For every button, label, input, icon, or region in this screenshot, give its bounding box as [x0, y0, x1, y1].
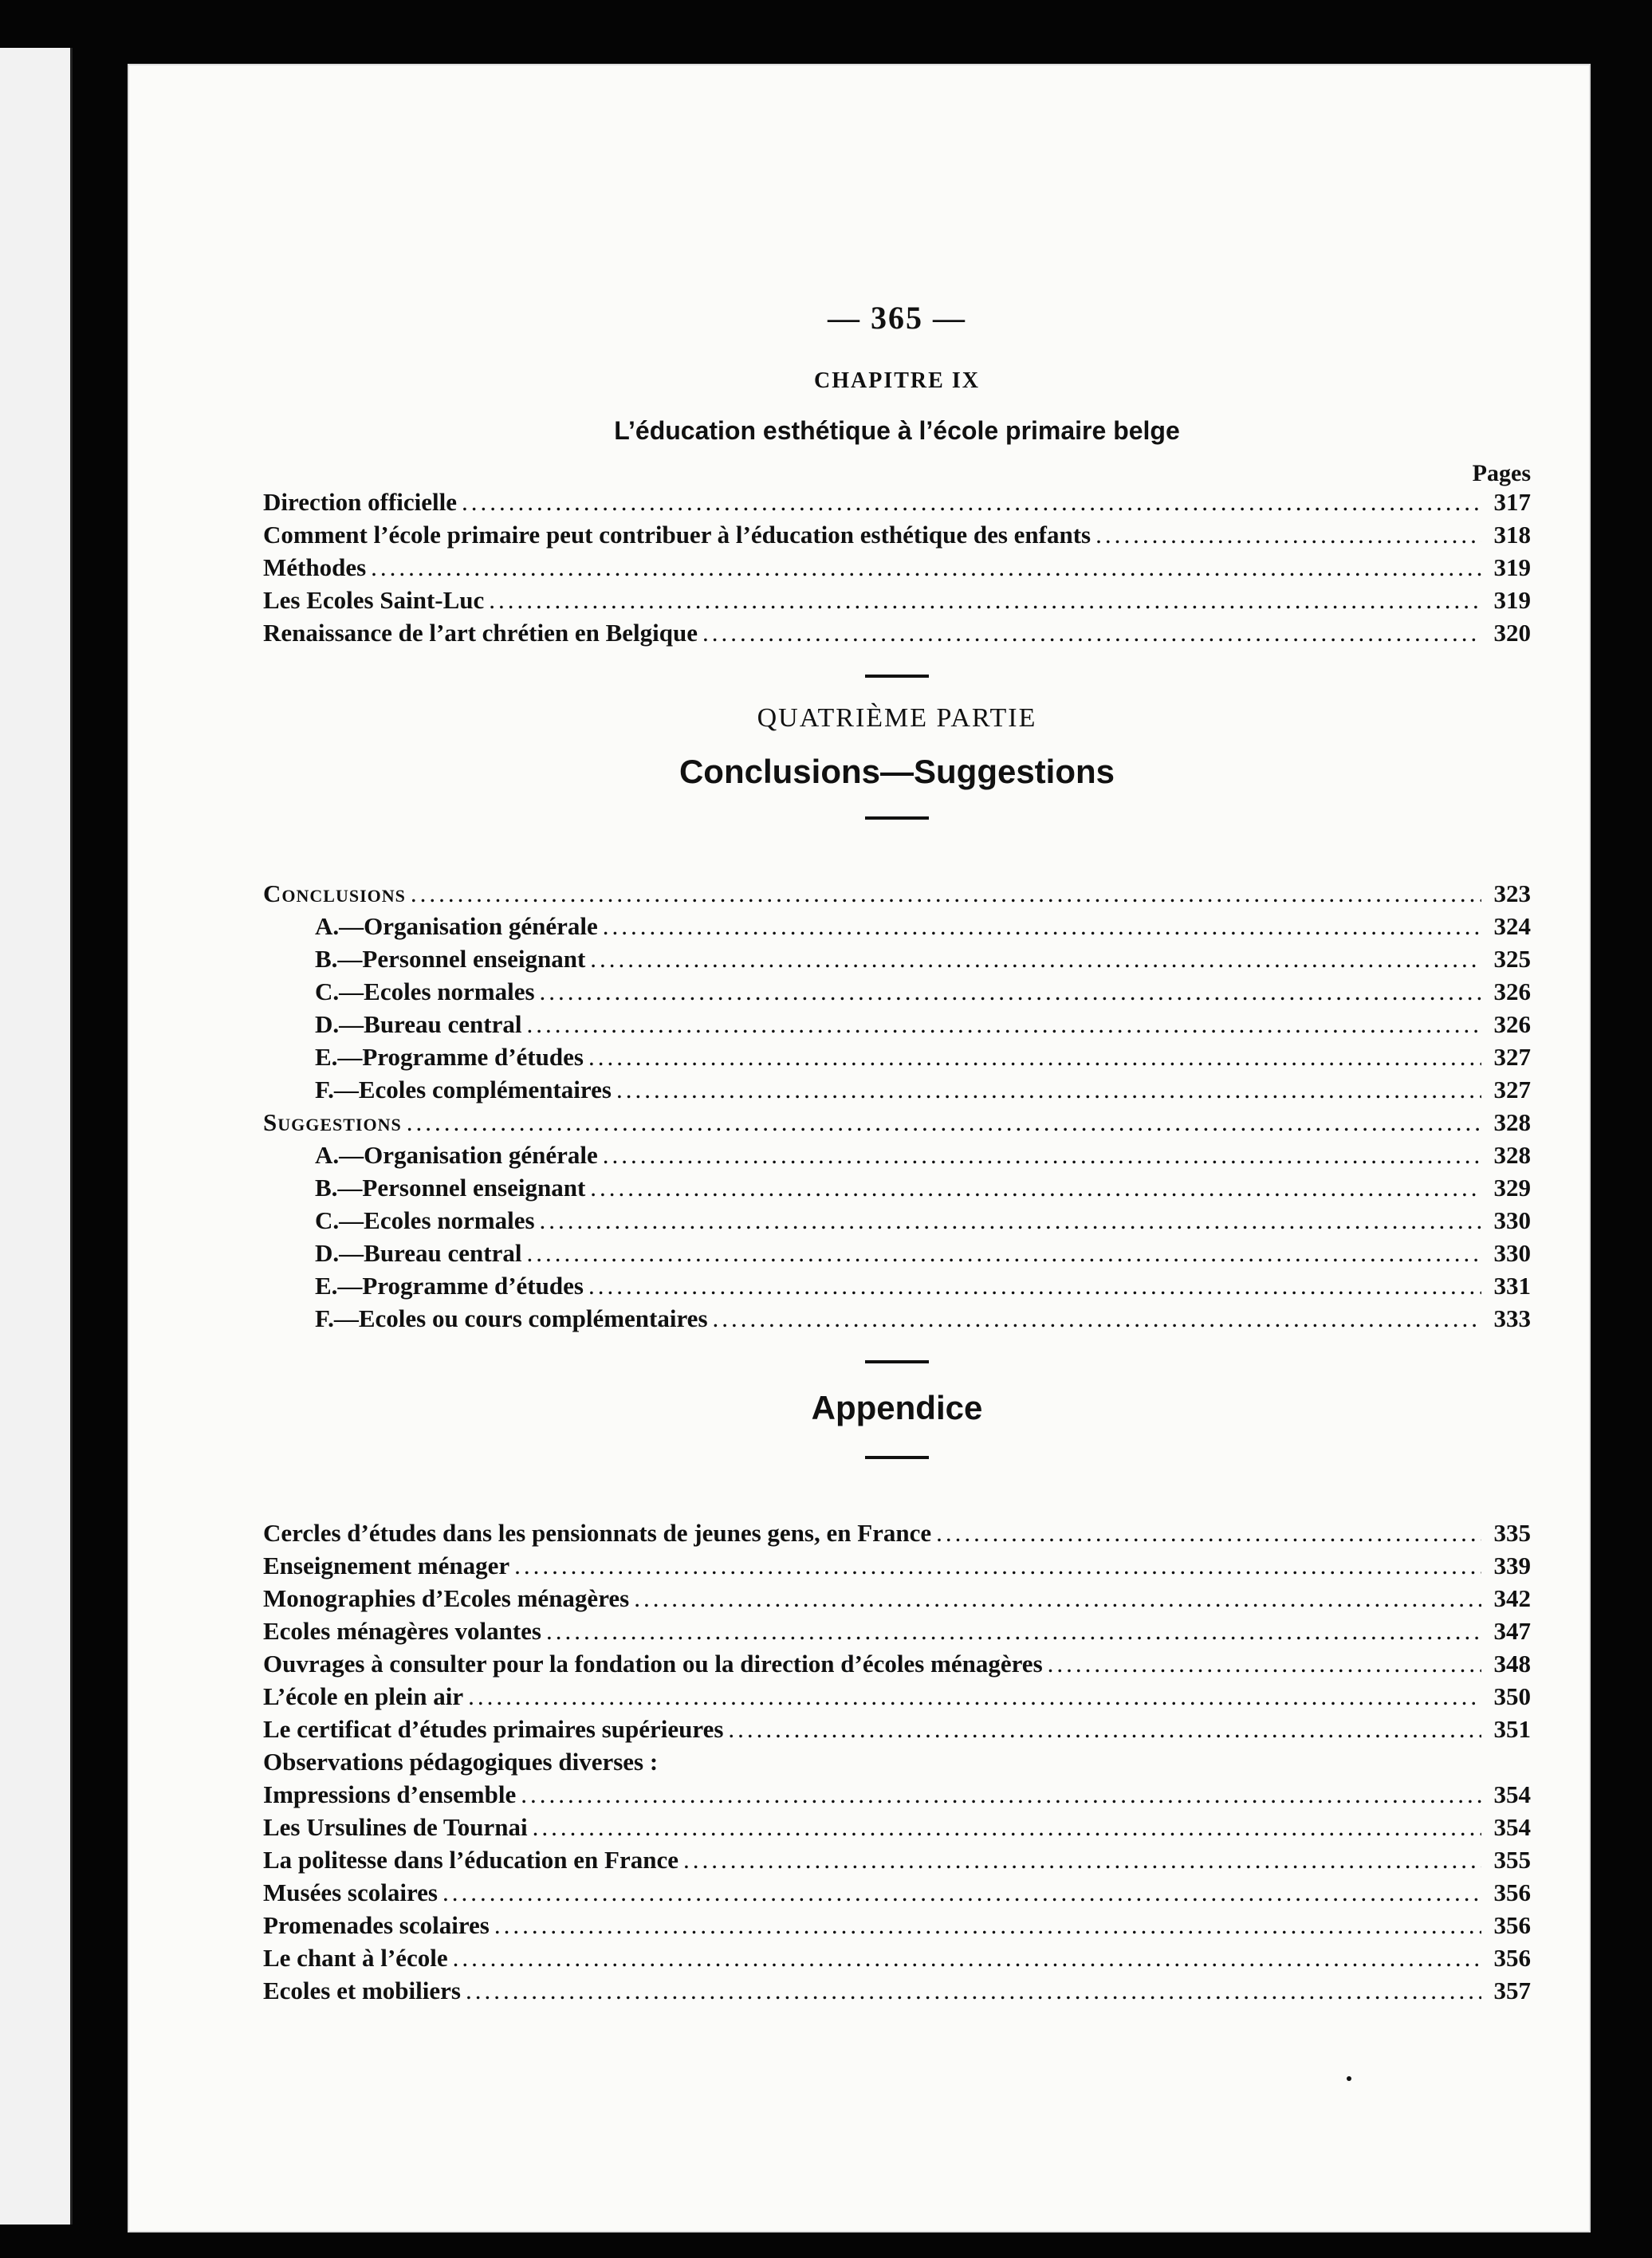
- dot-leader: [588, 1269, 1481, 1302]
- toc-entry: [263, 1237, 1531, 1269]
- toc-entry-label: Renaissance de l’art chrétien en Belgique: [263, 619, 698, 647]
- toc-entry: [263, 1811, 1531, 1843]
- dot-leader: [683, 1843, 1481, 1876]
- toc-entry-label: Observations pédagogiques diverses :: [263, 1748, 659, 1776]
- toc-entry-label: Les Ecoles Saint-Luc: [263, 586, 485, 614]
- dot-leader: [936, 1516, 1481, 1549]
- toc-entry-page: 347: [1493, 1617, 1531, 1645]
- toc-entry-page: 356: [1493, 1878, 1531, 1906]
- toc-entry-page: 319: [1493, 553, 1531, 581]
- dot-leader: [546, 1615, 1481, 1647]
- toc-entry-label: C.—Ecoles normales: [315, 978, 535, 1005]
- dot-leader: [489, 584, 1481, 616]
- toc-entry: [263, 1139, 1531, 1171]
- toc-entry: [263, 1974, 1531, 2007]
- dot-leader: [603, 1139, 1481, 1171]
- toc-entry-page: 339: [1493, 1552, 1531, 1579]
- toc-entry-page: 348: [1493, 1650, 1531, 1678]
- toc-entry: [263, 616, 1531, 649]
- chapter-toc-list: [263, 486, 1531, 649]
- toc-entry-page: 326: [1493, 978, 1531, 1005]
- appendix-title: Appendice: [811, 1389, 983, 1426]
- toc-entry-label: Comment l’école primaire peut contribuer à l’éducation esthétique des enfants: [263, 521, 1092, 549]
- toc-entry-label: A.—Organisation générale: [315, 1141, 598, 1169]
- toc-entry-label: Impressions d’ensemble: [263, 1780, 517, 1808]
- section-divider: [865, 1360, 929, 1363]
- dot-leader: [603, 910, 1481, 942]
- toc-entry-page: 330: [1493, 1239, 1531, 1267]
- toc-entry: [263, 1941, 1531, 1974]
- toc-entry: [263, 1713, 1531, 1745]
- toc-entry: [263, 1582, 1531, 1615]
- dot-leader: [442, 1876, 1481, 1909]
- toc-entry-page: 327: [1493, 1043, 1531, 1071]
- toc-entry-label: Suggestions: [263, 1108, 402, 1136]
- toc-entry: [263, 1615, 1531, 1647]
- toc-entry-page: 328: [1493, 1141, 1531, 1169]
- dot-leader: [521, 1778, 1481, 1811]
- toc-entry: [263, 975, 1531, 1008]
- toc-entry: [263, 486, 1531, 518]
- toc-entry: [263, 1073, 1531, 1106]
- section-divider: [865, 1456, 929, 1459]
- toc-entry-page: 329: [1493, 1174, 1531, 1202]
- dot-leader: [540, 1204, 1481, 1237]
- dot-leader: [616, 1073, 1481, 1106]
- chapter-title: L’éducation esthétique à l’école primaire belge: [614, 416, 1180, 445]
- toc-section-heading: [263, 877, 1531, 910]
- toc-entry-page: 331: [1493, 1272, 1531, 1300]
- toc-entry: [263, 1778, 1531, 1811]
- toc-entry-page: 356: [1493, 1944, 1531, 1972]
- toc-entry-label: Les Ursulines de Tournai: [263, 1813, 528, 1841]
- toc-entry: [263, 584, 1531, 616]
- dot-leader: [453, 1941, 1481, 1974]
- toc-entry-label: Ouvrages à consulter pour la fondation ou la direction d’écoles ménagères: [263, 1650, 1043, 1678]
- toc-entry-label: Enseignement ménager: [263, 1552, 510, 1579]
- toc-entry-page: 325: [1493, 945, 1531, 973]
- toc-entry: [263, 910, 1531, 942]
- toc-entry: [263, 1876, 1531, 1909]
- toc-entry-label: Monographies d’Ecoles ménagères: [263, 1584, 630, 1612]
- toc-entry-label: F.—Ecoles ou cours complémentaires: [315, 1304, 708, 1332]
- dot-leader: [728, 1713, 1481, 1745]
- dot-leader: [702, 616, 1481, 649]
- toc-entry-label: Le certificat d’études primaires supérieures: [263, 1715, 724, 1743]
- toc-entry: [263, 1269, 1531, 1302]
- toc-entry-page: 328: [1493, 1108, 1531, 1136]
- toc-entry-label: B.—Personnel enseignant: [315, 1174, 586, 1202]
- dot-leader: [466, 1974, 1481, 2007]
- toc-entry-page: 333: [1493, 1304, 1531, 1332]
- dot-leader: [540, 975, 1481, 1008]
- toc-entry: [263, 551, 1531, 584]
- toc-entry-page: 354: [1493, 1813, 1531, 1841]
- dot-leader: [590, 1171, 1481, 1204]
- toc-entry: [263, 1549, 1531, 1582]
- toc-entry: [263, 1745, 1531, 1778]
- dot-leader: [590, 942, 1481, 975]
- dot-leader: [526, 1008, 1481, 1040]
- toc-entry: [263, 1171, 1531, 1204]
- toc-entry: [263, 1040, 1531, 1073]
- part-label: QUATRIÈME PARTIE: [757, 703, 1037, 733]
- toc-section-heading: [263, 1106, 1531, 1139]
- toc-entry-label: Musées scolaires: [263, 1878, 438, 1906]
- page-content: [263, 235, 1531, 2007]
- section-divider: [865, 816, 929, 820]
- toc-entry: [263, 1302, 1531, 1335]
- toc-entry-page: 357: [1493, 1977, 1531, 2004]
- toc-entry-label: Conclusions: [263, 879, 406, 907]
- toc-entry-page: 319: [1493, 586, 1531, 614]
- toc-entry: [263, 1843, 1531, 1876]
- toc-entry-label: F.—Ecoles complémentaires: [315, 1076, 612, 1103]
- chapter-label: CHAPITRE IX: [814, 368, 980, 393]
- toc-entry-label: B.—Personnel enseignant: [315, 945, 586, 973]
- dot-leader: [462, 486, 1481, 518]
- toc-entry-label: Ecoles et mobiliers: [263, 1977, 461, 2004]
- dot-leader: [526, 1237, 1481, 1269]
- toc-entry-page: 320: [1493, 619, 1531, 647]
- section-divider: [865, 675, 929, 678]
- toc-entry-page: 335: [1493, 1519, 1531, 1547]
- conclusions-toc-list: [263, 877, 1531, 1335]
- dot-leader: [371, 551, 1481, 584]
- dot-leader: [1095, 518, 1481, 551]
- toc-entry-page: 317: [1493, 488, 1531, 516]
- page-number: — 365 —: [828, 300, 966, 336]
- toc-entry: [263, 1204, 1531, 1237]
- toc-entry-label: E.—Programme d’études: [315, 1043, 584, 1071]
- toc-entry-page: 342: [1493, 1584, 1531, 1612]
- toc-entry-label: Le chant à l’école: [263, 1944, 448, 1972]
- toc-entry-label: C.—Ecoles normales: [315, 1206, 535, 1234]
- toc-entry-page: 318: [1493, 521, 1531, 549]
- toc-entry: [263, 1647, 1531, 1680]
- toc-entry: [263, 1008, 1531, 1040]
- dot-leader: [514, 1549, 1481, 1582]
- toc-entry-label: E.—Programme d’études: [315, 1272, 584, 1300]
- toc-entry: [263, 518, 1531, 551]
- document-page: [128, 64, 1591, 2232]
- toc-entry-label: Cercles d’études dans les pensionnats de jeunes gens, en France: [263, 1519, 932, 1547]
- toc-entry-page: 323: [1493, 879, 1531, 907]
- toc-entry-label: Direction officielle: [263, 488, 458, 516]
- dot-leader: [468, 1680, 1481, 1713]
- toc-entry-page: 355: [1493, 1846, 1531, 1874]
- scan-speck: [1347, 2076, 1351, 2081]
- toc-entry-label: D.—Bureau central: [315, 1010, 522, 1038]
- dot-leader: [588, 1040, 1481, 1073]
- dot-leader: [494, 1909, 1481, 1941]
- toc-entry-page: 350: [1493, 1682, 1531, 1710]
- toc-entry-page: 351: [1493, 1715, 1531, 1743]
- toc-entry-page: 326: [1493, 1010, 1531, 1038]
- adjacent-page-edge: [0, 48, 73, 2225]
- toc-entry: [263, 1909, 1531, 1941]
- toc-entry-page: 330: [1493, 1206, 1531, 1234]
- toc-entry-label: Ecoles ménagères volantes: [263, 1617, 541, 1645]
- dot-leader: [1048, 1647, 1481, 1680]
- dot-leader: [713, 1302, 1481, 1335]
- toc-entry-label: L’école en plein air: [263, 1682, 464, 1710]
- toc-entry-label: D.—Bureau central: [315, 1239, 522, 1267]
- toc-entry: [263, 1680, 1531, 1713]
- toc-entry: [263, 942, 1531, 975]
- toc-entry-page: 327: [1493, 1076, 1531, 1103]
- toc-entry-label: Promenades scolaires: [263, 1911, 490, 1939]
- dot-leader: [634, 1582, 1481, 1615]
- toc-entry-label: La politesse dans l’éducation en France: [263, 1846, 678, 1874]
- toc-entry-page: 356: [1493, 1911, 1531, 1939]
- toc-entry: [263, 1516, 1531, 1549]
- dot-leader: [411, 877, 1481, 910]
- toc-entry-label: A.—Organisation générale: [315, 912, 598, 940]
- appendix-toc-list: [263, 1516, 1531, 2007]
- dot-leader: [407, 1106, 1481, 1139]
- pages-column-header: Pages: [1472, 460, 1531, 486]
- part-title: Conclusions—Suggestions: [678, 753, 1115, 790]
- toc-entry-page: 324: [1493, 912, 1531, 940]
- dot-leader: [533, 1811, 1481, 1843]
- toc-entry-label: Méthodes: [263, 553, 367, 581]
- toc-entry-page: 354: [1493, 1780, 1531, 1808]
